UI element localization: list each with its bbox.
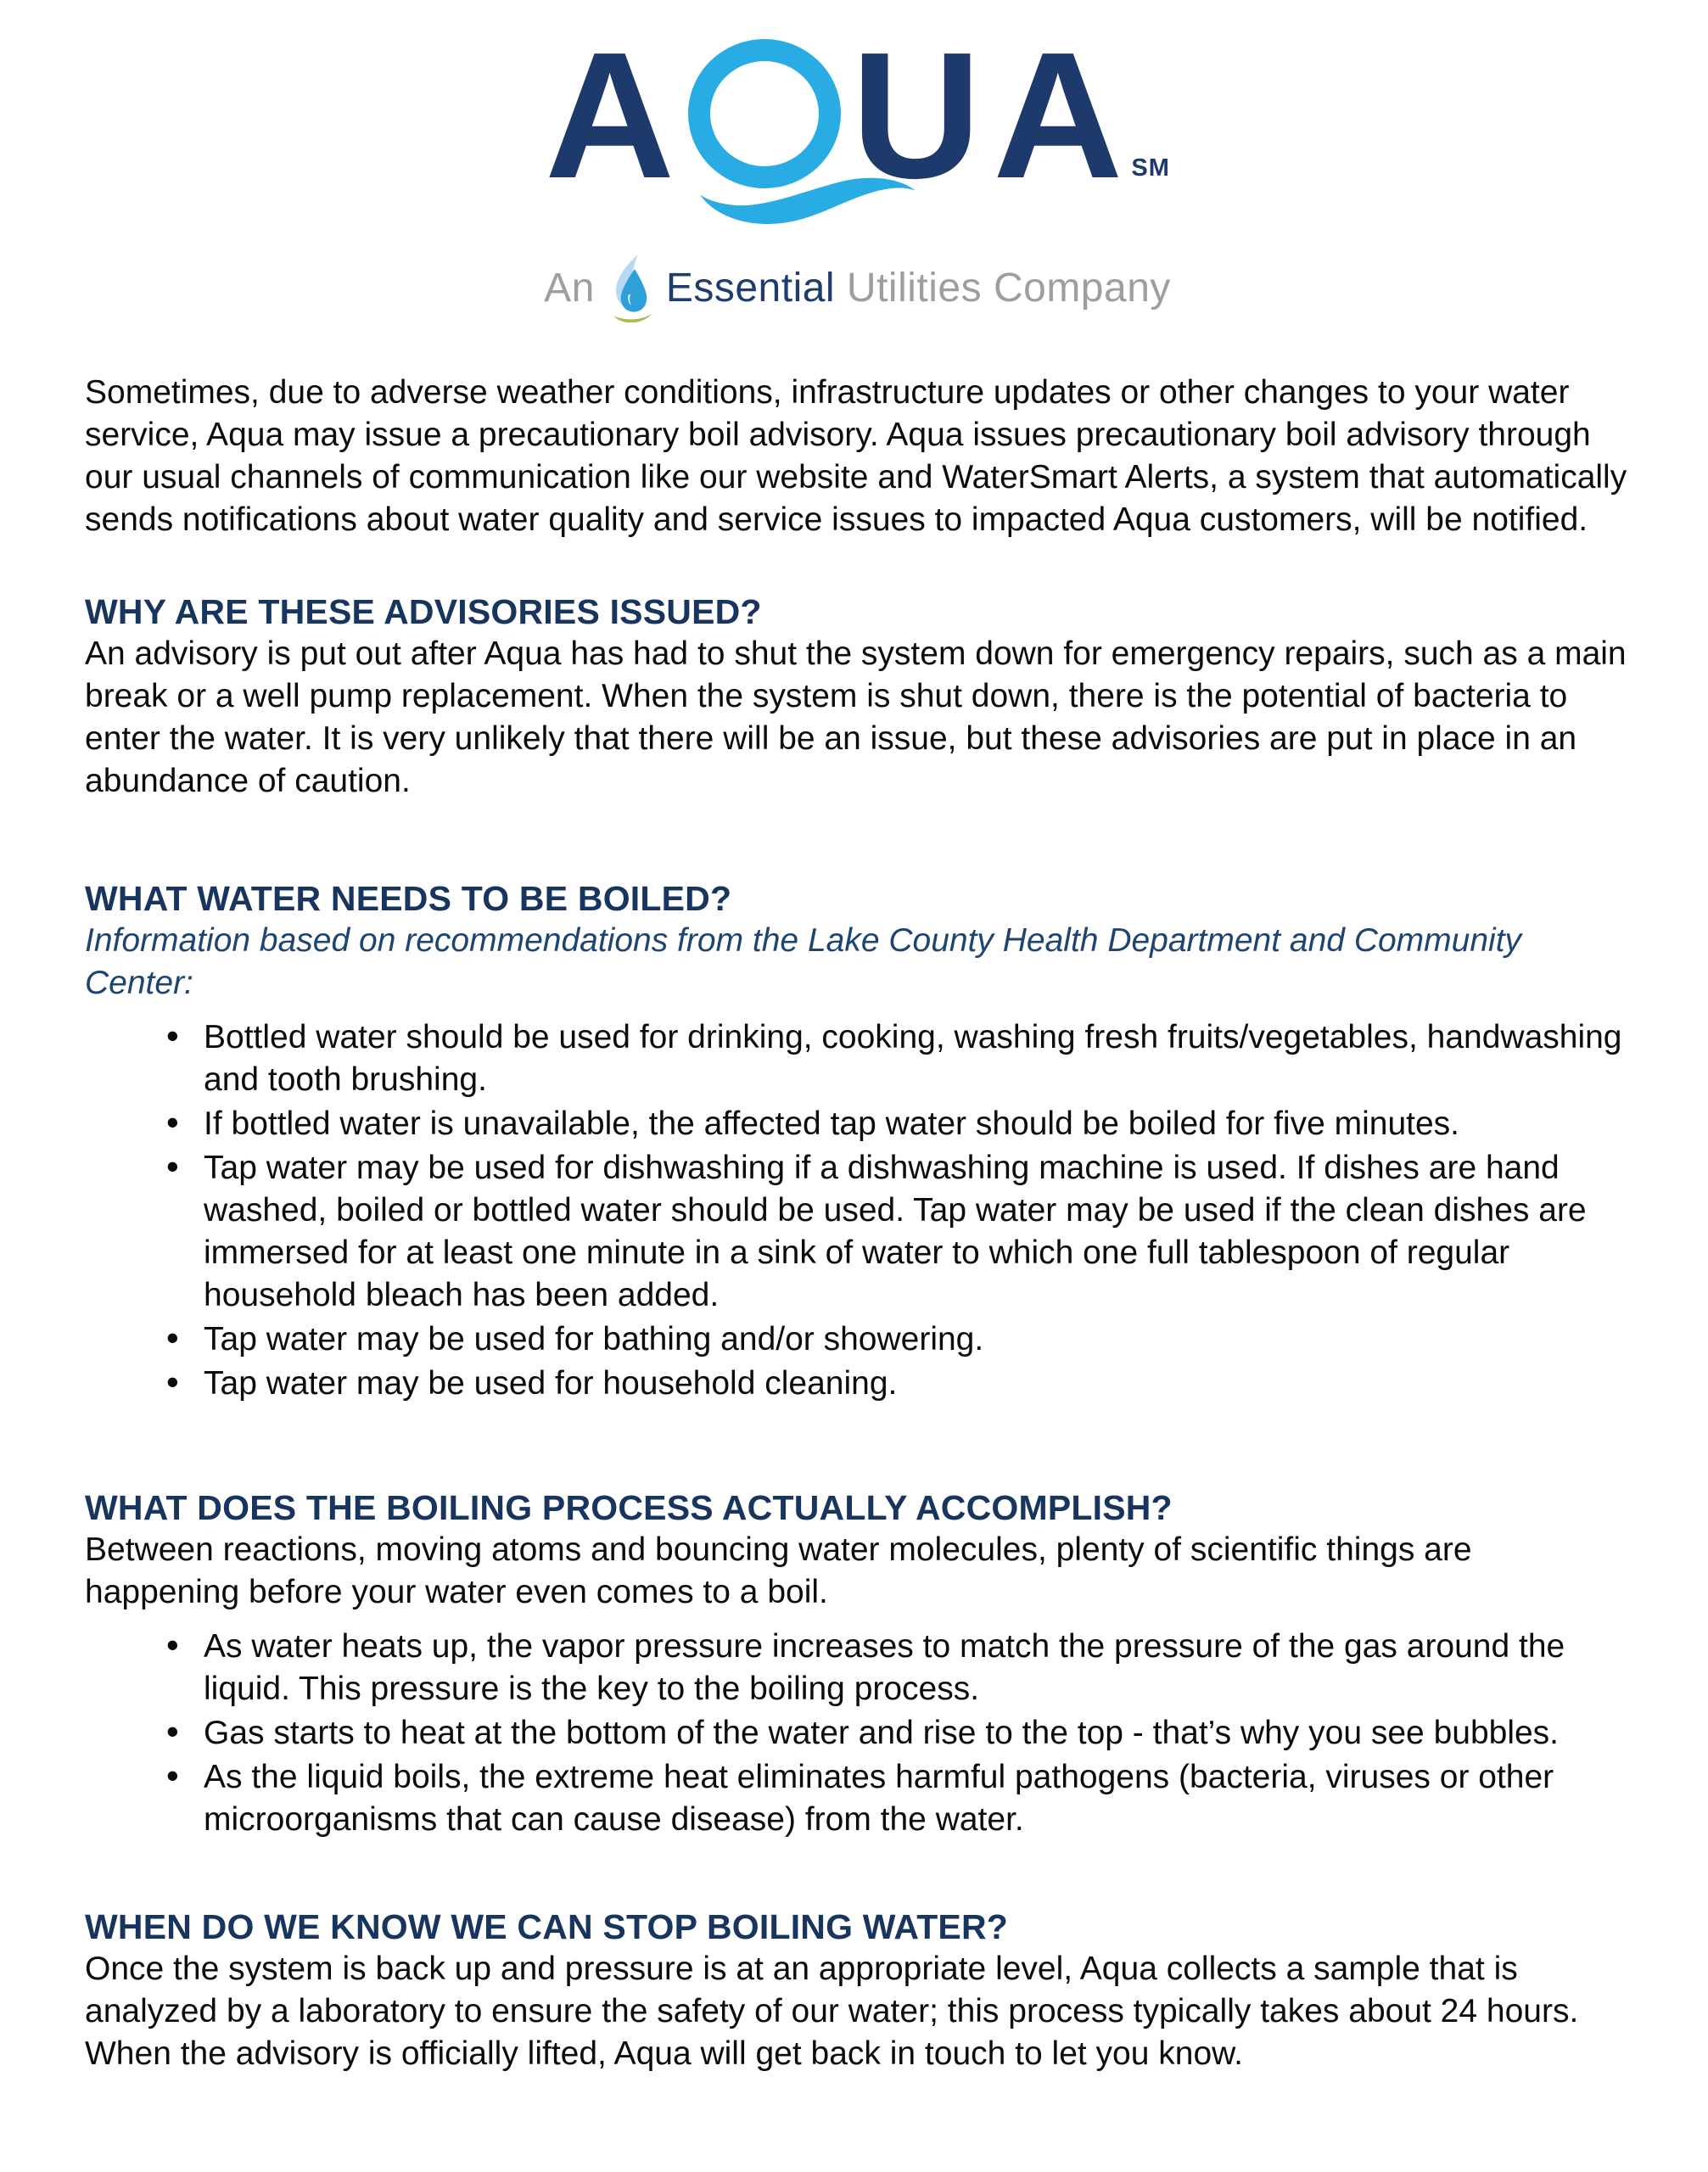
bullet-icon: • [166, 1102, 179, 1142]
list-item-text: As water heats up, the vapor pressure increases to match the pressure of the gas around the liquid. This pressure is the key to the boiling process. [204, 1628, 1565, 1707]
section-what-water-boiled [85, 877, 1630, 1405]
list-item-text: Tap water may be used for dishwashing if a dishwashing machine is used. If dishes are hand washed, boiled or bottled water should be used. Tap water may be used if the clean dishes are immersed for at least one minute in a sink of water to which one full tablespoon of regular household bleach has been added. [204, 1150, 1587, 1313]
section-heading: WHY ARE THESE ADVISORIES ISSUED? [85, 592, 762, 631]
list-item [85, 1016, 1630, 1101]
section-boiling-process [85, 1486, 1630, 1841]
aqua-wordmark [545, 14, 1170, 239]
wave-swoosh-icon [699, 175, 916, 227]
logo-letter-u: U [851, 14, 982, 216]
bullet-icon: • [166, 1711, 179, 1751]
tagline [85, 253, 1630, 322]
section-stop-boiling [85, 1906, 1630, 2075]
list-item-text: Tap water may be used for household cleaning. [204, 1365, 898, 1402]
bullet-icon: • [166, 1362, 179, 1402]
list-item [85, 1103, 1630, 1145]
section-subtitle: Information based on recommendations from the Lake County Health Department and Community Center: [85, 922, 1522, 1001]
list-item-text: If bottled water is unavailable, the affected tap water should be boiled for five minutes. [204, 1106, 1460, 1142]
list-item [85, 1318, 1630, 1361]
section-why-advisories-issued [85, 591, 1630, 803]
section-body: An advisory is put out after Aqua has had to shut the system down for emergency repairs, such as a main break or a well pump replacement. When the system is shut down, there is the potential of bacteria to enter the water. It is very unlikely that there will be an issue, but these advisories are put in place in an abundance of caution. [85, 635, 1627, 799]
section-heading: WHAT WATER NEEDS TO BE BOILED? [85, 879, 732, 918]
list-item-text: Tap water may be used for bathing and/or showering. [204, 1321, 984, 1358]
bullet-icon: • [166, 1016, 179, 1055]
intro-paragraph: Sometimes, due to adverse weather conditions, infrastructure updates or other changes to your water service, Aqua may issue a precautionary boil advisory. Aqua issues precautionary boil advisory through our usual channels of communication like our website and WaterSmart Alerts, a system that automatically sends notifications about water quality and service issues to impacted Aqua customers, will be notified. [85, 374, 1627, 538]
bullet-list [85, 1626, 1630, 1841]
bullet-list [85, 1016, 1630, 1405]
section-body: Between reactions, moving atoms and bouncing water molecules, plenty of scientific things are happening before your water even comes to a boil. [85, 1531, 1472, 1610]
list-item [85, 1712, 1630, 1755]
tagline-prefix: An [544, 265, 595, 311]
aqua-logo [85, 14, 1630, 322]
list-item-text: Gas starts to heat at the bottom of the water and rise to the top - that’s why you see bubbles. [204, 1715, 1560, 1751]
service-mark: SM [1131, 154, 1170, 182]
logo-letter-a2: A [993, 14, 1123, 216]
logo-letter-q-ring [688, 39, 841, 188]
bullet-icon: • [166, 1318, 179, 1358]
droplet-icon [608, 253, 658, 322]
bullet-icon: • [166, 1146, 179, 1186]
logo-letter-a1: A [545, 14, 675, 216]
section-heading: WHAT DOES THE BOILING PROCESS ACTUALLY ACCOMPLISH? [85, 1488, 1173, 1527]
list-item [85, 1626, 1630, 1710]
list-item-text: As the liquid boils, the extreme heat eliminates harmful pathogens (bacteria, viruses or other microorganisms that can cause disease) from the water. [204, 1759, 1554, 1838]
section-heading: WHEN DO WE KNOW WE CAN STOP BOILING WATER? [85, 1907, 1009, 1946]
list-item [85, 1363, 1630, 1405]
logo-letter-q-text [764, 61, 765, 62]
bullet-icon: • [166, 1625, 179, 1665]
list-item [85, 1756, 1630, 1841]
list-item-text: Bottled water should be used for drinking, cooking, washing fresh fruits/vegetables, handwashing and tooth brushing. [204, 1019, 1622, 1098]
tagline-brand: Essential [665, 265, 836, 311]
tagline-suffix: Utilities Company [835, 265, 1171, 311]
bullet-icon: • [166, 1755, 179, 1795]
section-body: Once the system is back up and pressure is at an appropriate level, Aqua collects a sample that is analyzed by a laboratory to ensure the safety of our water; this process typically takes about 24 hours. When the advisory is officially lifted, Aqua will get back in touch to let you know. [85, 1951, 1579, 2072]
list-item [85, 1147, 1630, 1317]
